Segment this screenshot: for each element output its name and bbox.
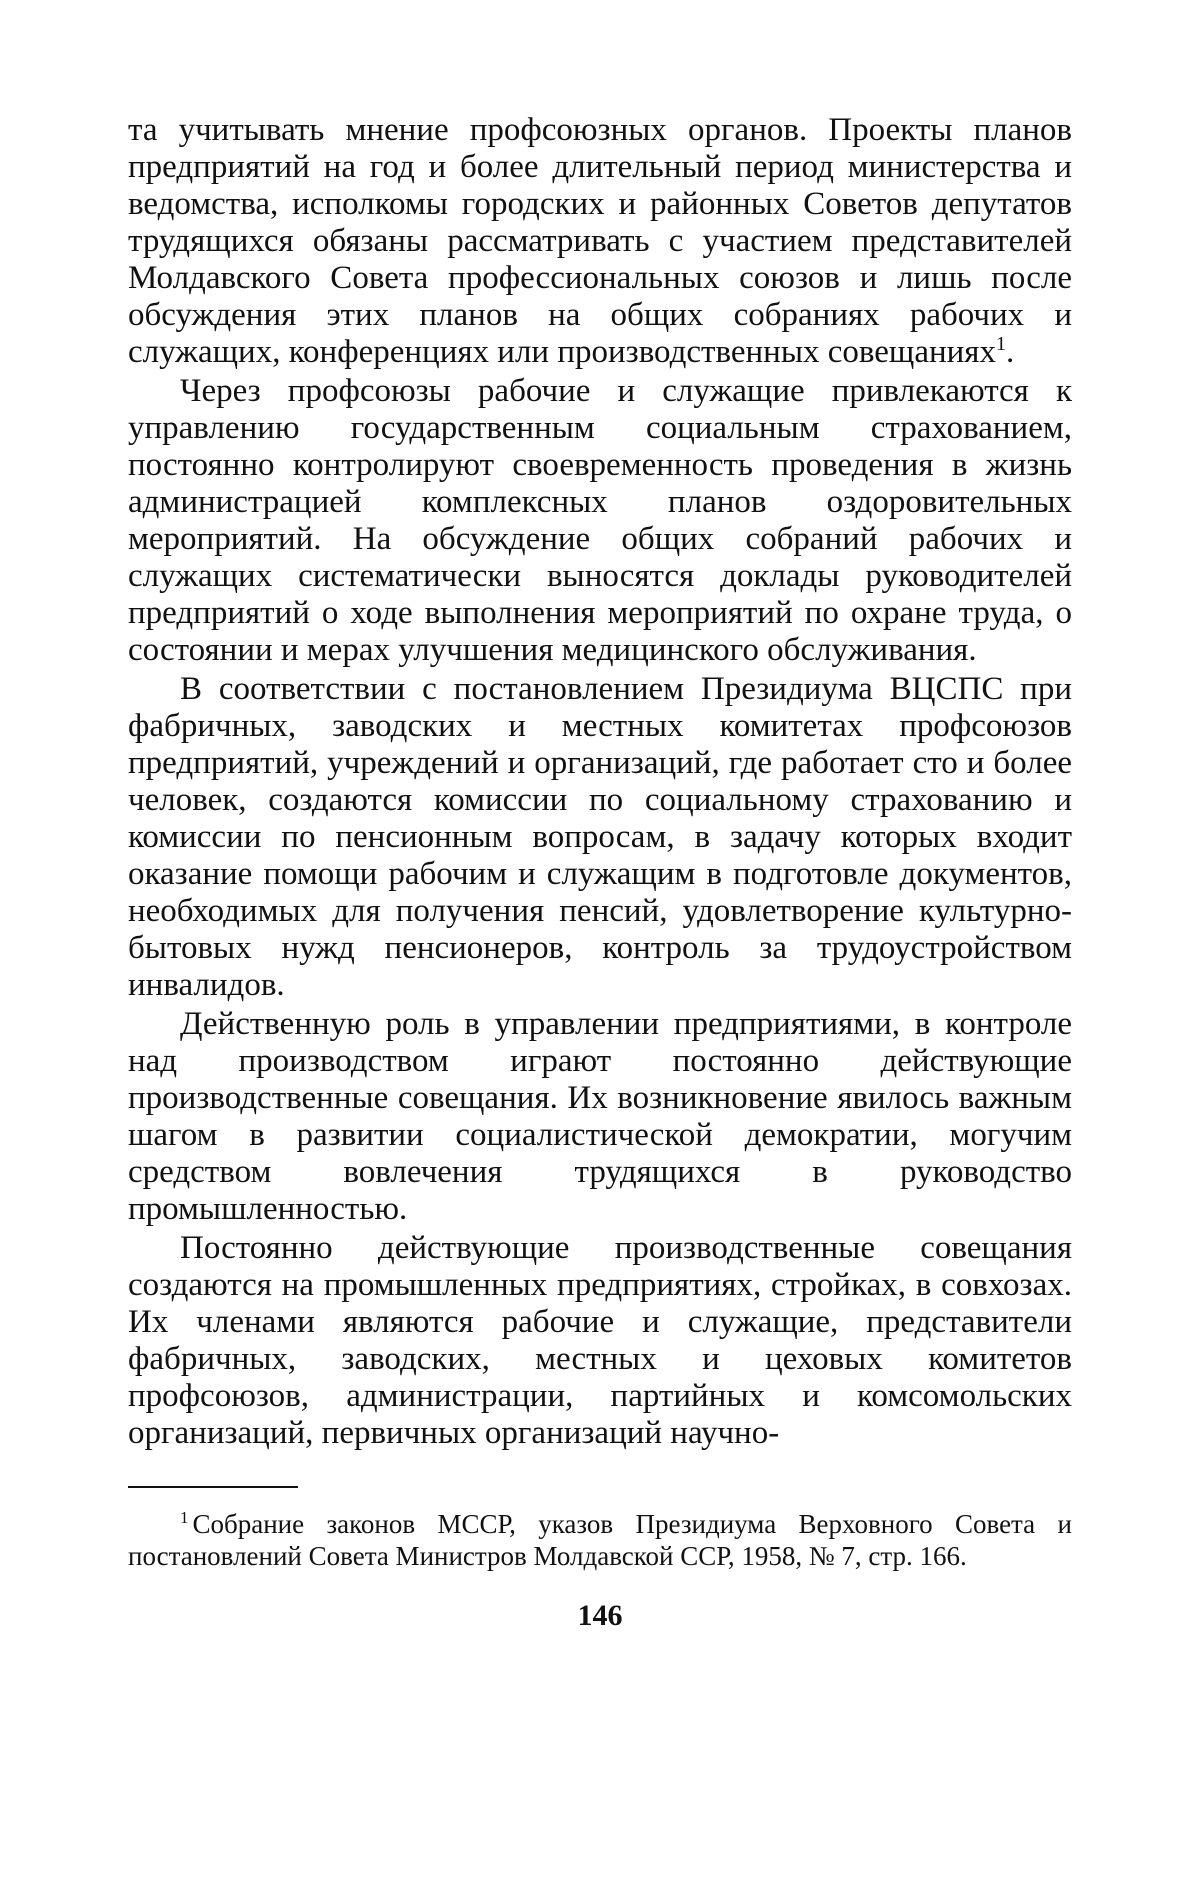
paragraph-4: Действенную роль в управлении предприятиями, в контроле над производством играют постоянно действующие производственные совещания. Их возникновение явилось важным шагом в развитии социалистической демократии, могучим средством вовлечения трудящихся в руководство промышленностью. (128, 1006, 1072, 1227)
footnote (128, 1508, 1072, 1572)
page-number: 146 (577, 1599, 623, 1632)
book-page (128, 112, 1072, 1634)
footnote-text: Собрание законов МССР, указов Президиума Верховного Совета и постановлений Совета Министров Молдавской ССР, 1958, № 7, стр. 166. (128, 1509, 1072, 1571)
footnote-reference: 1 (995, 333, 1006, 355)
paragraph-2: Через профсоюзы рабочие и служащие привлекаются к управлению государственным социальным страхованием, постоянно контролируют своевременность проведения в жизнь администрацией комплексных планов оздоровительных мероприятий. На обсуждение общих собраний рабочих и служащих систематически выносятся доклады руководителей предприятий о ходе выполнения мероприятий по охране труда, о состоянии и мерах улучшения медицинского обслуживания. (128, 373, 1072, 668)
paragraph-3: В соответствии с постановлением Президиума ВЦСПС при фабричных, заводских и местных комитетах профсоюзов предприятий, учреждений и организаций, где работает сто и более человек, создаются комиссии по социальному страхованию и комиссии по пенсионным вопросам, в задачу которых входит оказание помощи рабочим и служащим в подготовле документов, необходимых для получения пенсий, удовлетворение культурно-бытовых нужд пенсионеров, контроль за трудоустройством инвалидов. (128, 671, 1072, 1003)
footnote-divider (128, 1486, 298, 1488)
footnote-mark: 1 (180, 1508, 189, 1527)
paragraph-5: Постоянно действующие производственные совещания создаются на промышленных предприятиях, стройках, в совхозах. Их членами являются рабочие и служащие, представители фабричных, заводских, местных и цеховых комитетов профсоюзов, администрации, партийных и комсомольских организаций, первичных организаций научно- (128, 1230, 1072, 1451)
paragraph-1 (128, 112, 1072, 371)
paragraph-1-tail: . (1005, 334, 1015, 370)
paragraph-1-text: та учитывать мнение профсоюзных органов. Проекты планов предприятий на год и более длительный период министерства и ведомства, исполкомы городских и районных Советов депутатов трудящихся обязаны рассматривать с участием представителей Молдавского Совета профессиональных союзов и лишь после обсуждения этих планов на общих собраниях рабочих и служащих, конференциях или производственных совещаниях (128, 112, 1072, 370)
